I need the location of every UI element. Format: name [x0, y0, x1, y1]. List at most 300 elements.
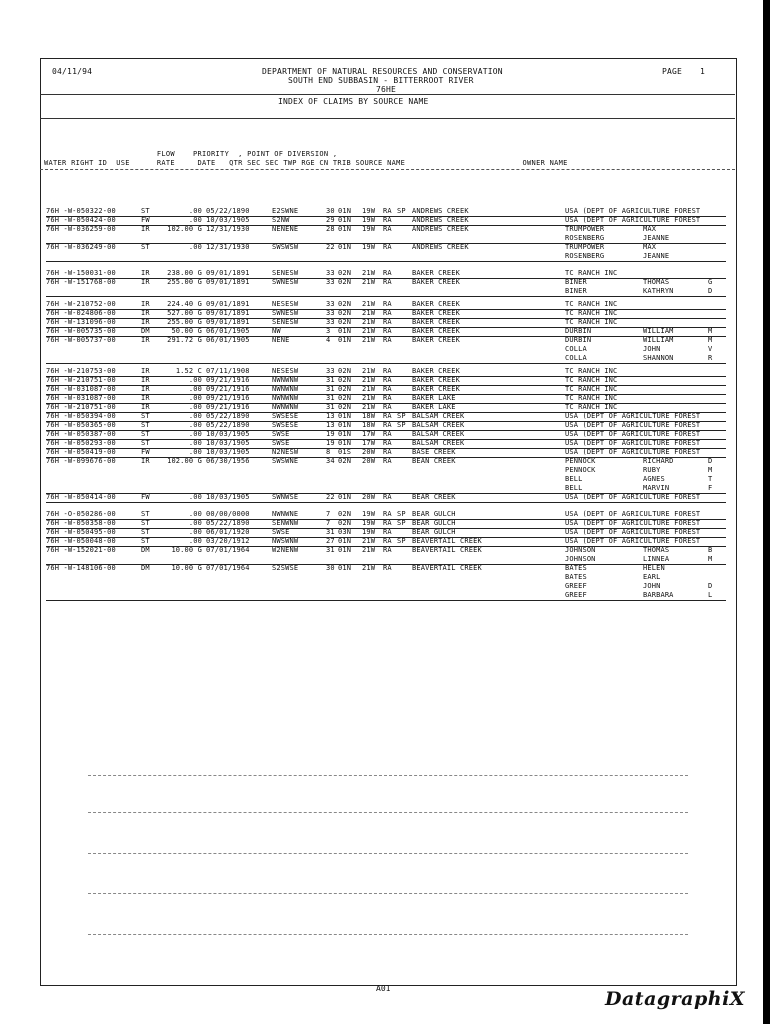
quarter-section: NW	[272, 327, 281, 335]
priority-date: 09/01/1891	[206, 300, 250, 308]
flow-rate: .00	[188, 430, 202, 438]
county: RA	[383, 385, 392, 393]
township: 01N	[338, 421, 352, 429]
source-name: ANDREWS CREEK	[412, 225, 469, 233]
water-right-id: 76H -W-005735-00	[46, 327, 116, 335]
owner-middle-initial: M	[708, 466, 713, 474]
flow-rate: 224.40 G	[167, 300, 202, 308]
water-right-id: 76H -W-150031-00	[46, 269, 116, 277]
county: RA	[383, 318, 392, 326]
page-code: A01	[376, 984, 391, 993]
county: RA	[383, 327, 392, 335]
priority-date: 06/01/1920	[206, 528, 250, 536]
owner-first-name: HELEN	[643, 564, 665, 572]
source-name: BEAVERTAIL CREEK	[412, 546, 482, 554]
flow-rate: 1.52 C	[175, 367, 202, 375]
trib-code: SP	[397, 421, 406, 429]
water-right-id: 76H -W-050293-00	[46, 439, 116, 447]
basin-code: 76HE	[376, 85, 397, 94]
range: 21W	[362, 394, 376, 402]
section: 30	[326, 207, 335, 215]
priority-date: 09/01/1891	[206, 309, 250, 317]
range: 21W	[362, 318, 376, 326]
priority-date: 05/22/1890	[206, 412, 250, 420]
quarter-section: SWNWSE	[272, 493, 299, 501]
section: 33	[326, 318, 335, 326]
owner-first-name: KATHRYN	[643, 287, 674, 295]
range: 21W	[362, 309, 376, 317]
owner-middle-initial: L	[708, 591, 713, 599]
owner-last-name: GREEF	[565, 591, 587, 599]
section: 31	[326, 376, 335, 384]
flow-rate: 102.00 G	[167, 225, 202, 233]
water-right-id: 76H -W-036259-00	[46, 225, 116, 233]
quarter-section: NENENE	[272, 225, 299, 233]
water-right-id: 76H -W-050414-00	[46, 493, 116, 501]
claim-row-owner-continuation	[46, 475, 726, 484]
flow-rate: 255.00 G	[167, 278, 202, 286]
owner-last-name: ROSENBERG	[565, 252, 605, 260]
source-name: ANDREWS CREEK	[412, 207, 469, 215]
quarter-section: NWNWNW	[272, 403, 299, 411]
flow-rate: .00	[188, 519, 202, 527]
water-right-id: 76H -W-050358-00	[46, 519, 116, 527]
priority-date: 10/03/1905	[206, 448, 250, 456]
owner-last-name: USA (DEPT OF AGRICULTURE FOREST	[565, 412, 701, 420]
quarter-section: W2NENW	[272, 546, 299, 554]
county: RA	[383, 309, 392, 317]
section: 29	[326, 216, 335, 224]
range: 21W	[362, 327, 376, 335]
use-code: IR	[141, 385, 150, 393]
source-name: BAKER LAKE	[412, 394, 456, 402]
township: 01N	[338, 439, 352, 447]
flow-rate: 50.00 G	[171, 327, 202, 335]
flow-rate: 10.00 G	[171, 564, 202, 572]
report-date: 04/11/94	[52, 67, 93, 76]
owner-last-name: DURBIN	[565, 336, 592, 344]
flow-rate: .00	[188, 493, 202, 501]
section: 31	[326, 403, 335, 411]
datagraphix-logo: DatagraphiX	[605, 988, 746, 1010]
township: 03N	[338, 528, 352, 536]
county: RA	[383, 376, 392, 384]
claim-row	[46, 336, 726, 345]
owner-last-name: TC RANCH INC	[565, 367, 618, 375]
use-code: ST	[141, 537, 150, 545]
use-code: FW	[141, 216, 150, 224]
use-code: ST	[141, 519, 150, 527]
owner-first-name: THOMAS	[643, 278, 670, 286]
owner-last-name: TC RANCH INC	[565, 376, 618, 384]
source-name: BALSAM CREEK	[412, 439, 465, 447]
range: 21W	[362, 564, 376, 572]
owner-first-name: JOHN	[643, 345, 661, 353]
source-name: BAKER CREEK	[412, 336, 461, 344]
township: 02N	[338, 376, 352, 384]
quarter-section: SWNESW	[272, 309, 299, 317]
trib-code: SP	[397, 519, 406, 527]
township: 01N	[338, 336, 352, 344]
flow-rate: .00	[188, 528, 202, 536]
range: 21W	[362, 546, 376, 554]
water-right-id: 76H -W-024806-00	[46, 309, 116, 317]
water-right-id: 76H -W-151768-00	[46, 278, 116, 286]
use-code: IR	[141, 336, 150, 344]
trib-code: SP	[397, 510, 406, 518]
flow-rate: .00	[188, 376, 202, 384]
range: 19W	[362, 243, 376, 251]
blank-line-5	[88, 934, 688, 935]
quarter-section: SENWNW	[272, 519, 299, 527]
quarter-section: SWSE	[272, 430, 290, 438]
priority-date: 05/22/1890	[206, 519, 250, 527]
priority-date: 10/03/1905	[206, 216, 250, 224]
source-name: ANDREWS CREEK	[412, 243, 469, 251]
use-code: IR	[141, 367, 150, 375]
county: RA	[383, 457, 392, 465]
owner-last-name: BELL	[565, 484, 583, 492]
township: 01N	[338, 564, 352, 572]
county: RA	[383, 493, 392, 501]
water-right-id: 76H -W-050495-00	[46, 528, 116, 536]
source-name: BEAR GULCH	[412, 519, 456, 527]
water-right-id: 76H -W-210751-00	[46, 376, 116, 384]
use-code: FW	[141, 448, 150, 456]
quarter-section: NWNWNE	[272, 510, 299, 518]
township: 01N	[338, 430, 352, 438]
section: 13	[326, 412, 335, 420]
use-code: IR	[141, 318, 150, 326]
section: 34	[326, 457, 335, 465]
priority-date: 03/20/1912	[206, 537, 250, 545]
quarter-section: N2NESW	[272, 448, 299, 456]
section: 28	[326, 225, 335, 233]
township: 02N	[338, 510, 352, 518]
township: 02N	[338, 278, 352, 286]
owner-first-name: MARVIN	[643, 484, 670, 492]
source-name: BEAVERTAIL CREEK	[412, 564, 482, 572]
index-title: INDEX OF CLAIMS BY SOURCE NAME	[278, 97, 429, 106]
quarter-section: NWNWNW	[272, 394, 299, 402]
owner-last-name: COLLA	[565, 345, 587, 353]
priority-date: 05/22/1890	[206, 207, 250, 215]
township: 01S	[338, 448, 352, 456]
use-code: IR	[141, 376, 150, 384]
owner-last-name: GREEF	[565, 582, 587, 590]
claim-row	[46, 243, 726, 252]
quarter-section: SWSESE	[272, 421, 299, 429]
trib-code: SP	[397, 537, 406, 545]
source-name: BAKER CREEK	[412, 278, 461, 286]
township: 02N	[338, 318, 352, 326]
blank-line-1	[88, 775, 688, 776]
water-right-id: 76H -W-050048-00	[46, 537, 116, 545]
section: 33	[326, 309, 335, 317]
water-right-id: 76H -W-050387-00	[46, 430, 116, 438]
water-right-id: 76H -W-050394-00	[46, 412, 116, 420]
range: 21W	[362, 385, 376, 393]
county: RA	[383, 278, 392, 286]
owner-last-name: USA (DEPT OF AGRICULTURE FOREST	[565, 430, 701, 438]
water-right-id: 76H -W-050322-00	[46, 207, 116, 215]
township: 02N	[338, 519, 352, 527]
flow-rate: .00	[188, 394, 202, 402]
use-code: IR	[141, 309, 150, 317]
header-rule	[40, 94, 735, 95]
owner-last-name: TC RANCH INC	[565, 318, 618, 326]
township: 01N	[338, 207, 352, 215]
township: 01N	[338, 412, 352, 420]
range: 19W	[362, 216, 376, 224]
claim-row	[46, 225, 726, 234]
trib-code: SP	[397, 207, 406, 215]
priority-date: 09/21/1916	[206, 403, 250, 411]
source-name: BAKER LAKE	[412, 403, 456, 411]
owner-middle-initial: M	[708, 327, 713, 335]
owner-last-name: TC RANCH INC	[565, 385, 618, 393]
source-name: BAKER CREEK	[412, 300, 461, 308]
county: RA	[383, 412, 392, 420]
quarter-section: SWNESW	[272, 278, 299, 286]
claim-row-owner-continuation	[46, 573, 726, 582]
flow-rate: .00	[188, 439, 202, 447]
use-code: ST	[141, 528, 150, 536]
priority-date: 07/01/1964	[206, 564, 250, 572]
range: 19W	[362, 528, 376, 536]
water-right-id: 76H -W-031087-00	[46, 385, 116, 393]
source-name: BALSAM CREEK	[412, 430, 465, 438]
range: 21W	[362, 269, 376, 277]
township: 01N	[338, 243, 352, 251]
water-right-id: 76H -W-210752-00	[46, 300, 116, 308]
owner-first-name: RICHARD	[643, 457, 674, 465]
flow-rate: 10.00 G	[171, 546, 202, 554]
quarter-section: NWNWNW	[272, 385, 299, 393]
owner-last-name: USA (DEPT OF AGRICULTURE FOREST	[565, 537, 701, 545]
owner-last-name: TRUMPOWER	[565, 225, 605, 233]
priority-date: 10/03/1905	[206, 439, 250, 447]
owner-middle-initial: G	[708, 278, 713, 286]
owner-first-name: JEANNE	[643, 252, 670, 260]
priority-date: 12/31/1930	[206, 225, 250, 233]
owner-middle-initial: D	[708, 457, 713, 465]
source-name: BEAR GULCH	[412, 510, 456, 518]
range: 21W	[362, 367, 376, 375]
water-right-id: 76H -W-005737-00	[46, 336, 116, 344]
claim-row-owner-continuation	[46, 252, 726, 262]
township: 02N	[338, 385, 352, 393]
section: 7	[326, 510, 331, 518]
water-right-id: 76H -W-099676-00	[46, 457, 116, 465]
owner-last-name: BINER	[565, 278, 587, 286]
quarter-section: NESESW	[272, 300, 299, 308]
county: RA	[383, 216, 392, 224]
owner-last-name: USA (DEPT OF AGRICULTURE FOREST	[565, 421, 701, 429]
flow-rate: .00	[188, 448, 202, 456]
flow-rate: 255.00 G	[167, 318, 202, 326]
source-name: ANDREWS CREEK	[412, 216, 469, 224]
range: 18W	[362, 421, 376, 429]
quarter-section: SENESW	[272, 269, 299, 277]
water-right-id: 76H -W-210751-00	[46, 403, 116, 411]
section: 33	[326, 300, 335, 308]
claim-row-owner-continuation	[46, 287, 726, 297]
section: 31	[326, 385, 335, 393]
range: 20W	[362, 448, 376, 456]
source-name: BAKER CREEK	[412, 309, 461, 317]
use-code: DM	[141, 327, 150, 335]
priority-date: 10/03/1905	[206, 430, 250, 438]
section: 31	[326, 394, 335, 402]
quarter-section: NESESW	[272, 367, 299, 375]
flow-rate: .00	[188, 243, 202, 251]
scan-edge-bar	[763, 0, 770, 1024]
owner-middle-initial: F	[708, 484, 713, 492]
source-name: BEAN CREEK	[412, 457, 456, 465]
blank-line-2	[88, 812, 688, 813]
county: RA	[383, 403, 392, 411]
owner-middle-initial: T	[708, 475, 713, 483]
county: RA	[383, 394, 392, 402]
county: RA	[383, 439, 392, 447]
section: 31	[326, 546, 335, 554]
range: 21W	[362, 278, 376, 286]
flow-rate: .00	[188, 421, 202, 429]
title-rule	[40, 118, 735, 119]
county: RA	[383, 528, 392, 536]
owner-first-name: AGNES	[643, 475, 665, 483]
priority-date: 00/00/0000	[206, 510, 250, 518]
flow-rate: .00	[188, 412, 202, 420]
county: RA	[383, 243, 392, 251]
range: 17W	[362, 439, 376, 447]
priority-date: 12/31/1930	[206, 243, 250, 251]
claim-row-owner-continuation	[46, 345, 726, 354]
page-label: PAGE	[662, 67, 683, 76]
section: 33	[326, 367, 335, 375]
flow-rate: 527.00 G	[167, 309, 202, 317]
county: RA	[383, 564, 392, 572]
water-right-id: 76H -O-050286-00	[46, 510, 116, 518]
owner-last-name: COLLA	[565, 354, 587, 362]
claim-row-owner-continuation	[46, 582, 726, 591]
owner-last-name: BATES	[565, 573, 587, 581]
owner-last-name: BINER	[565, 287, 587, 295]
water-right-id: 76H -W-131096-00	[46, 318, 116, 326]
owner-last-name: USA (DEPT OF AGRICULTURE FOREST	[565, 519, 701, 527]
owner-last-name: USA (DEPT OF AGRICULTURE FOREST	[565, 207, 701, 215]
section: 22	[326, 243, 335, 251]
source-name: BAKER CREEK	[412, 385, 461, 393]
flow-rate: .00	[188, 216, 202, 224]
section: 33	[326, 278, 335, 286]
quarter-section: SWSWNE	[272, 457, 299, 465]
section: 7	[326, 519, 331, 527]
township: 01N	[338, 546, 352, 554]
section: 13	[326, 421, 335, 429]
source-name: BAKER CREEK	[412, 376, 461, 384]
township: 01N	[338, 225, 352, 233]
source-name: BALSAM CREEK	[412, 412, 465, 420]
township: 02N	[338, 309, 352, 317]
use-code: IR	[141, 300, 150, 308]
township: 02N	[338, 457, 352, 465]
quarter-section: S2SWSE	[272, 564, 299, 572]
priority-date: 06/01/1905	[206, 327, 250, 335]
range: 20W	[362, 457, 376, 465]
priority-date: 09/01/1891	[206, 318, 250, 326]
use-code: IR	[141, 403, 150, 411]
section: 33	[326, 269, 335, 277]
section: 27	[326, 537, 335, 545]
section: 31	[326, 528, 335, 536]
owner-first-name: JOHN	[643, 582, 661, 590]
owner-last-name: TC RANCH INC	[565, 269, 618, 277]
section: 4	[326, 336, 331, 344]
claim-row	[46, 278, 726, 287]
use-code: IR	[141, 225, 150, 233]
priority-date: 07/01/1964	[206, 546, 250, 554]
owner-last-name: TC RANCH INC	[565, 300, 618, 308]
water-right-id: 76H -W-031087-00	[46, 394, 116, 402]
quarter-section: S2NW	[272, 216, 290, 224]
quarter-section: NWNWNW	[272, 376, 299, 384]
owner-middle-initial: V	[708, 345, 713, 353]
use-code: ST	[141, 510, 150, 518]
use-code: DM	[141, 546, 150, 554]
water-right-id: 76H -W-050419-00	[46, 448, 116, 456]
claim-row	[46, 564, 726, 573]
range: 21W	[362, 336, 376, 344]
page-number: 1	[700, 67, 706, 76]
claim-row-owner-continuation	[46, 466, 726, 475]
owner-last-name: TC RANCH INC	[565, 403, 618, 411]
use-code: FW	[141, 493, 150, 501]
county: RA	[383, 430, 392, 438]
county: RA	[383, 207, 392, 215]
range: 21W	[362, 376, 376, 384]
quarter-section: SWSESE	[272, 412, 299, 420]
county: RA	[383, 510, 392, 518]
county: RA	[383, 269, 392, 277]
section: 3	[326, 327, 331, 335]
range: 21W	[362, 537, 376, 545]
water-right-id: 76H -W-036249-00	[46, 243, 116, 251]
use-code: IR	[141, 278, 150, 286]
owner-middle-initial: D	[708, 287, 713, 295]
owner-first-name: EARL	[643, 573, 661, 581]
owner-last-name: JOHNSON	[565, 555, 596, 563]
source-name: BAKER CREEK	[412, 367, 461, 375]
column-header-line-2: WATER RIGHT ID USE RATE DATE QTR SEC SEC TWP RGE CN TRIB SOURCE NAME OWNER NAME	[44, 159, 568, 167]
owner-last-name: USA (DEPT OF AGRICULTURE FOREST	[565, 216, 701, 224]
owner-middle-initial: R	[708, 354, 713, 362]
owner-last-name: ROSENBERG	[565, 234, 605, 242]
quarter-section: SWSWSW	[272, 243, 299, 251]
township: 02N	[338, 300, 352, 308]
owner-middle-initial: D	[708, 582, 713, 590]
blank-line-4	[88, 893, 688, 894]
quarter-section: E2SWNE	[272, 207, 299, 215]
owner-last-name: TRUMPOWER	[565, 243, 605, 251]
owner-middle-initial: M	[708, 555, 713, 563]
owner-first-name: SHANNON	[643, 354, 674, 362]
township: 02N	[338, 269, 352, 277]
owner-first-name: RUBY	[643, 466, 661, 474]
range: 20W	[362, 493, 376, 501]
source-name: BEAVERTAIL CREEK	[412, 537, 482, 545]
